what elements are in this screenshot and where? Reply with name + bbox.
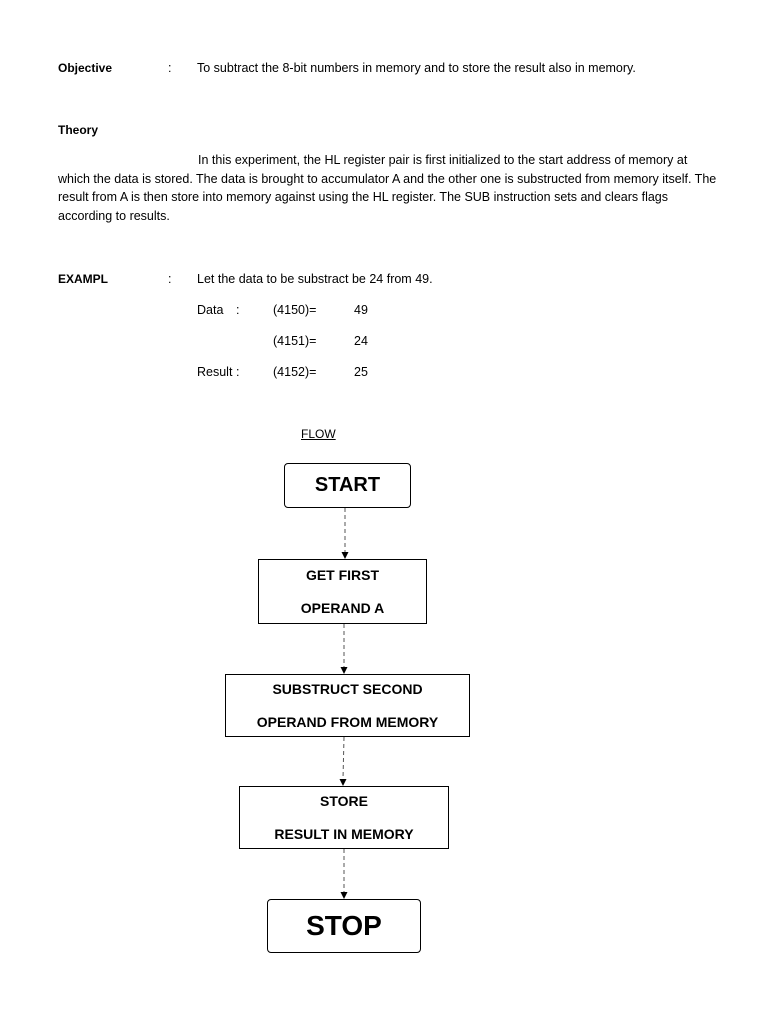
objective-label: Objective — [58, 61, 113, 75]
objective-colon: : — [168, 61, 172, 75]
example-row-colon: : — [236, 303, 240, 317]
objective-text: To subtract the 8-bit numbers in memory and to store the result also in memory. — [197, 61, 636, 75]
theory-heading: Theory — [58, 123, 99, 137]
flow-start-box — [284, 463, 411, 508]
flow-stop-box — [267, 899, 421, 953]
example-row-address: (4150)= — [273, 303, 317, 317]
example-row-colon: : — [236, 365, 240, 379]
connector-line — [343, 737, 344, 779]
flow-step-line: OPERAND FROM MEMORY — [256, 713, 439, 730]
flow-step-line: OPERAND A — [300, 599, 385, 616]
flow-get-first-operand-box — [258, 559, 427, 624]
flow-title: FLOW — [301, 427, 336, 441]
connector-arrowhead — [341, 892, 348, 899]
example-row-address: (4152)= — [273, 365, 317, 379]
flow-start-label: START — [314, 474, 381, 496]
example-row-label: Result — [197, 365, 233, 379]
example-row-address: (4151)= — [273, 334, 317, 348]
flow-step-line: RESULT IN MEMORY — [274, 825, 414, 842]
theory-paragraph: In this experiment, the HL register pair is first initialized to the start address of memory at which the data is stored. The data is brought to accumulator A and the other one is substructed from memory itself. The result from A is then store into memory against using the HL register. The SUB instruction sets and clears flags according to results. — [58, 153, 717, 223]
example-row-value: 25 — [354, 365, 368, 379]
example-row-label: Data — [197, 303, 224, 317]
flow-store-box — [239, 786, 449, 849]
example-colon: : — [168, 272, 172, 286]
flow-subtract-box — [225, 674, 470, 737]
example-intro: Let the data to be substract be 24 from 49. — [197, 272, 433, 286]
flow-step-line: STORE — [320, 792, 368, 809]
flow-step-line: SUBSTRUCT SECOND — [272, 680, 423, 697]
example-row-value: 24 — [354, 334, 368, 348]
example-row-value: 49 — [354, 303, 368, 317]
flow-step-line: GET FIRST — [305, 566, 380, 583]
flow-stop-label: STOP — [306, 910, 382, 941]
example-label: EXAMPL — [58, 272, 109, 286]
